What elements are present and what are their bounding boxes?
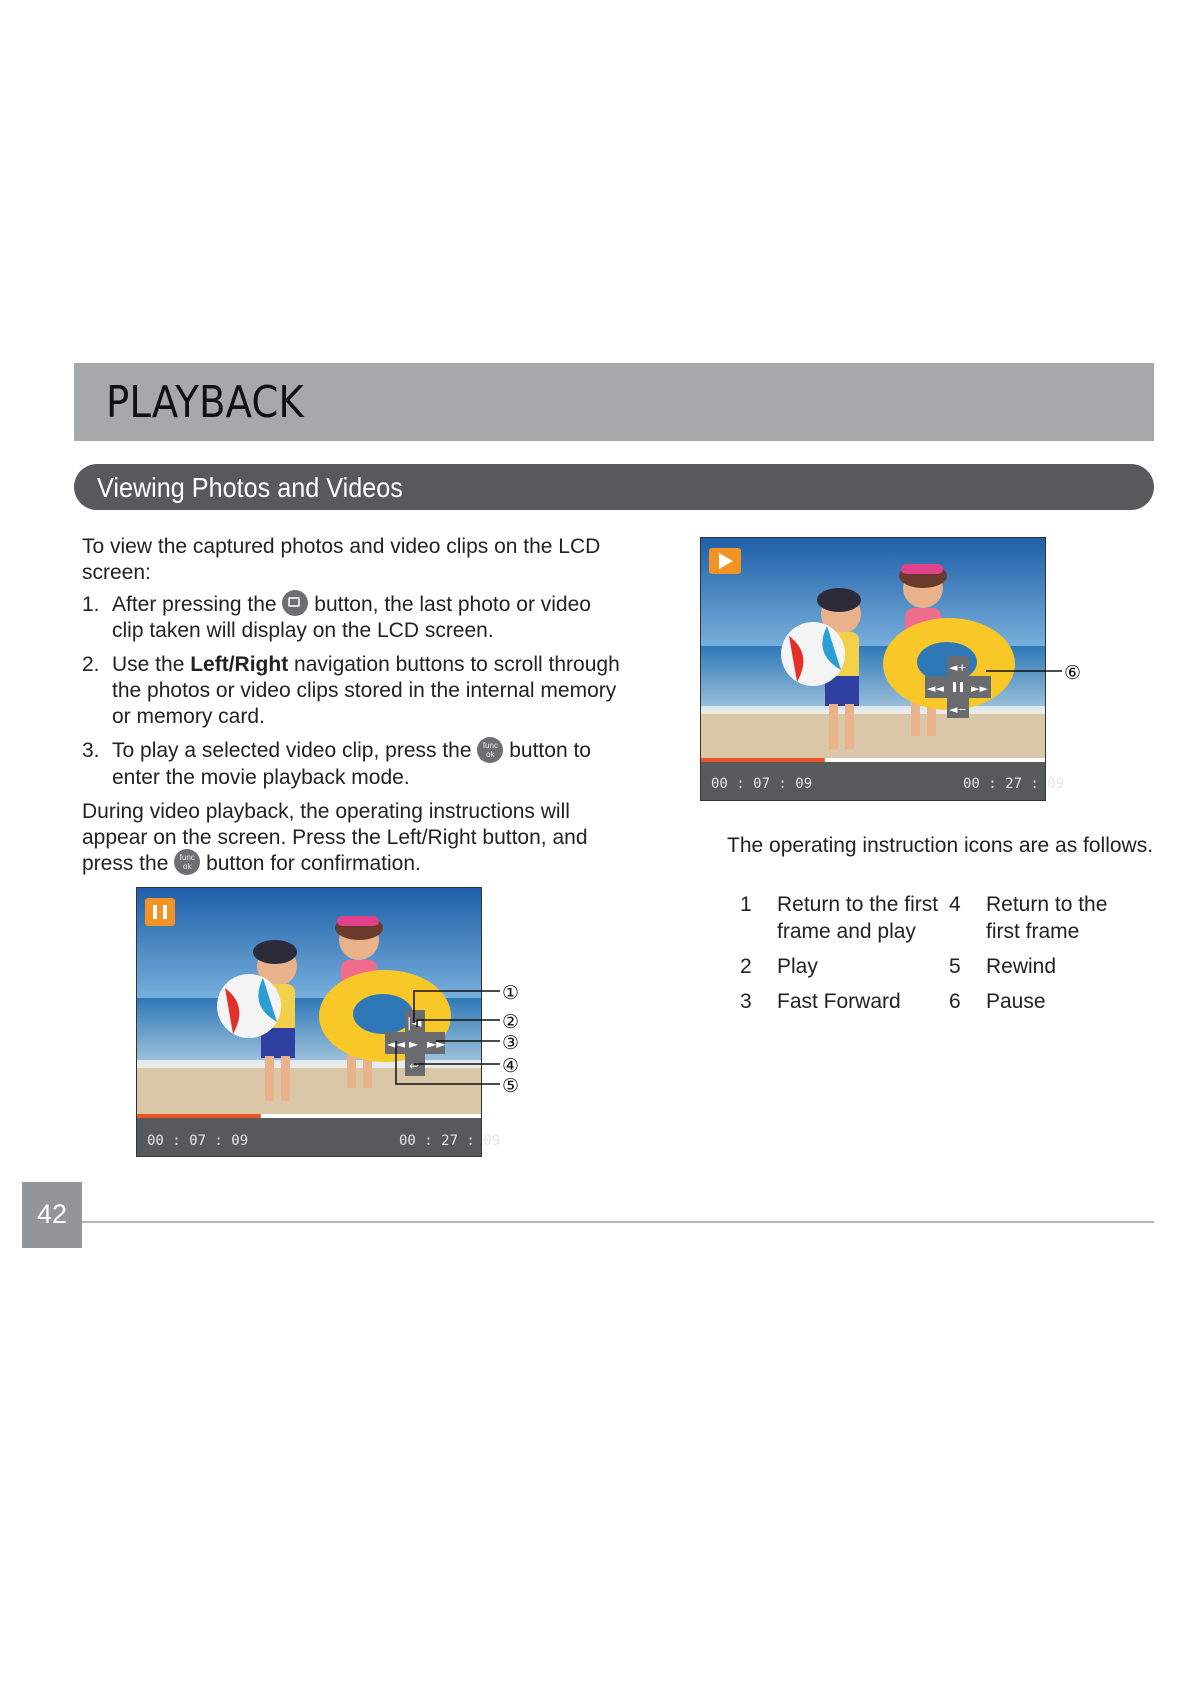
step-item (82, 652, 622, 730)
svg-text:↩: ↩ (409, 1059, 420, 1073)
pause-icon (947, 676, 969, 698)
step-number: 1. (82, 593, 100, 616)
legend-number: 5 (949, 955, 961, 978)
svg-text:►►: ►► (971, 682, 988, 695)
chapter-header (74, 363, 1154, 441)
step-item (82, 592, 622, 644)
step-text-before: Use the (112, 653, 185, 677)
svg-text:◄−: ◄− (949, 703, 967, 716)
steps-list (82, 592, 622, 791)
svg-text:◄+: ◄+ (949, 661, 967, 674)
step-text-after: navigation buttons to scroll through the photos or video clips stored in the internal memory or memory card. (112, 653, 620, 729)
step-item (82, 738, 622, 790)
playback-button-icon (282, 590, 308, 616)
callout-number: ⑥ (1064, 662, 1082, 684)
elapsed-time: 00 : 07 : 09 (147, 1133, 249, 1149)
instructions-text (82, 534, 622, 883)
svg-text:◄◄: ◄◄ (927, 682, 944, 695)
page-number-badge (22, 1182, 82, 1248)
legend-text: frame and play (777, 920, 916, 943)
total-time: 00 : 27 : 09 (963, 776, 1065, 792)
progress-bar-fill (701, 758, 825, 762)
callout-number: ③ (502, 1032, 520, 1054)
svg-text:◄◄: ◄◄ (387, 1037, 406, 1051)
step-text-before: To play a selected video clip, press the (112, 739, 472, 763)
progress-bar-fill (137, 1114, 261, 1118)
step-text-after: button, the last photo or video clip taken will display on the LCD screen. (112, 593, 591, 643)
svg-text:|◄: |◄ (407, 1016, 422, 1031)
step-number: 2. (82, 653, 100, 677)
step-text-bold: Left/Right (190, 653, 289, 677)
legend-text: Return to the first (777, 893, 939, 916)
step-text-after: button to enter the movie playback mode. (112, 739, 591, 789)
lcd-screen-playing (700, 537, 1065, 801)
lcd-screen-paused (136, 887, 501, 1157)
pause-badge-icon (145, 898, 175, 926)
legend-text: Play (777, 955, 818, 978)
playback-note-before: During video playback, the operating instructions will appear on the screen. Press the Left/Right button, and press the (82, 799, 588, 875)
func-ok-button-icon: func ok (477, 737, 503, 763)
intro-text: To view the captured photos and video clips on the LCD screen: (82, 535, 601, 584)
page-number: 42 (36, 1199, 68, 1229)
svg-text:►►: ►► (427, 1037, 446, 1051)
elapsed-time: 00 : 07 : 09 (711, 776, 813, 792)
step-number: 3. (82, 739, 100, 763)
legend-text: Fast Forward (777, 990, 901, 1013)
callout-number: ② (502, 1011, 520, 1033)
section-header (74, 464, 1154, 510)
icons-caption: The operating instruction icons are as follows. (727, 834, 1154, 857)
legend-number: 3 (740, 990, 752, 1013)
legend-text: Pause (986, 990, 1046, 1013)
legend-text: first frame (986, 920, 1080, 943)
legend-text: Return to the (986, 893, 1108, 916)
step-text-before: After pressing the (112, 593, 277, 616)
legend-text: Rewind (986, 955, 1057, 978)
callout-number: ④ (502, 1055, 520, 1077)
legend-number: 1 (740, 893, 752, 916)
footer-divider (82, 1221, 1154, 1223)
chapter-title: PLAYBACK (106, 377, 304, 428)
lcd-screen-image (701, 538, 1065, 800)
lcd-screen-image (137, 888, 501, 1156)
total-time: 00 : 27 : 09 (399, 1133, 501, 1149)
svg-text:►: ► (409, 1037, 419, 1051)
legend-number: 4 (949, 893, 961, 916)
legend-number: 6 (949, 990, 961, 1013)
func-ok-button-icon: func ok (174, 849, 200, 875)
callout-number: ① (502, 982, 520, 1004)
callout-number: ⑤ (502, 1075, 520, 1097)
playback-note-after: button for confirmation. (206, 851, 421, 875)
playback-note (82, 799, 622, 877)
legend-number: 2 (740, 955, 752, 978)
section-title: Viewing Photos and Videos (97, 472, 403, 503)
